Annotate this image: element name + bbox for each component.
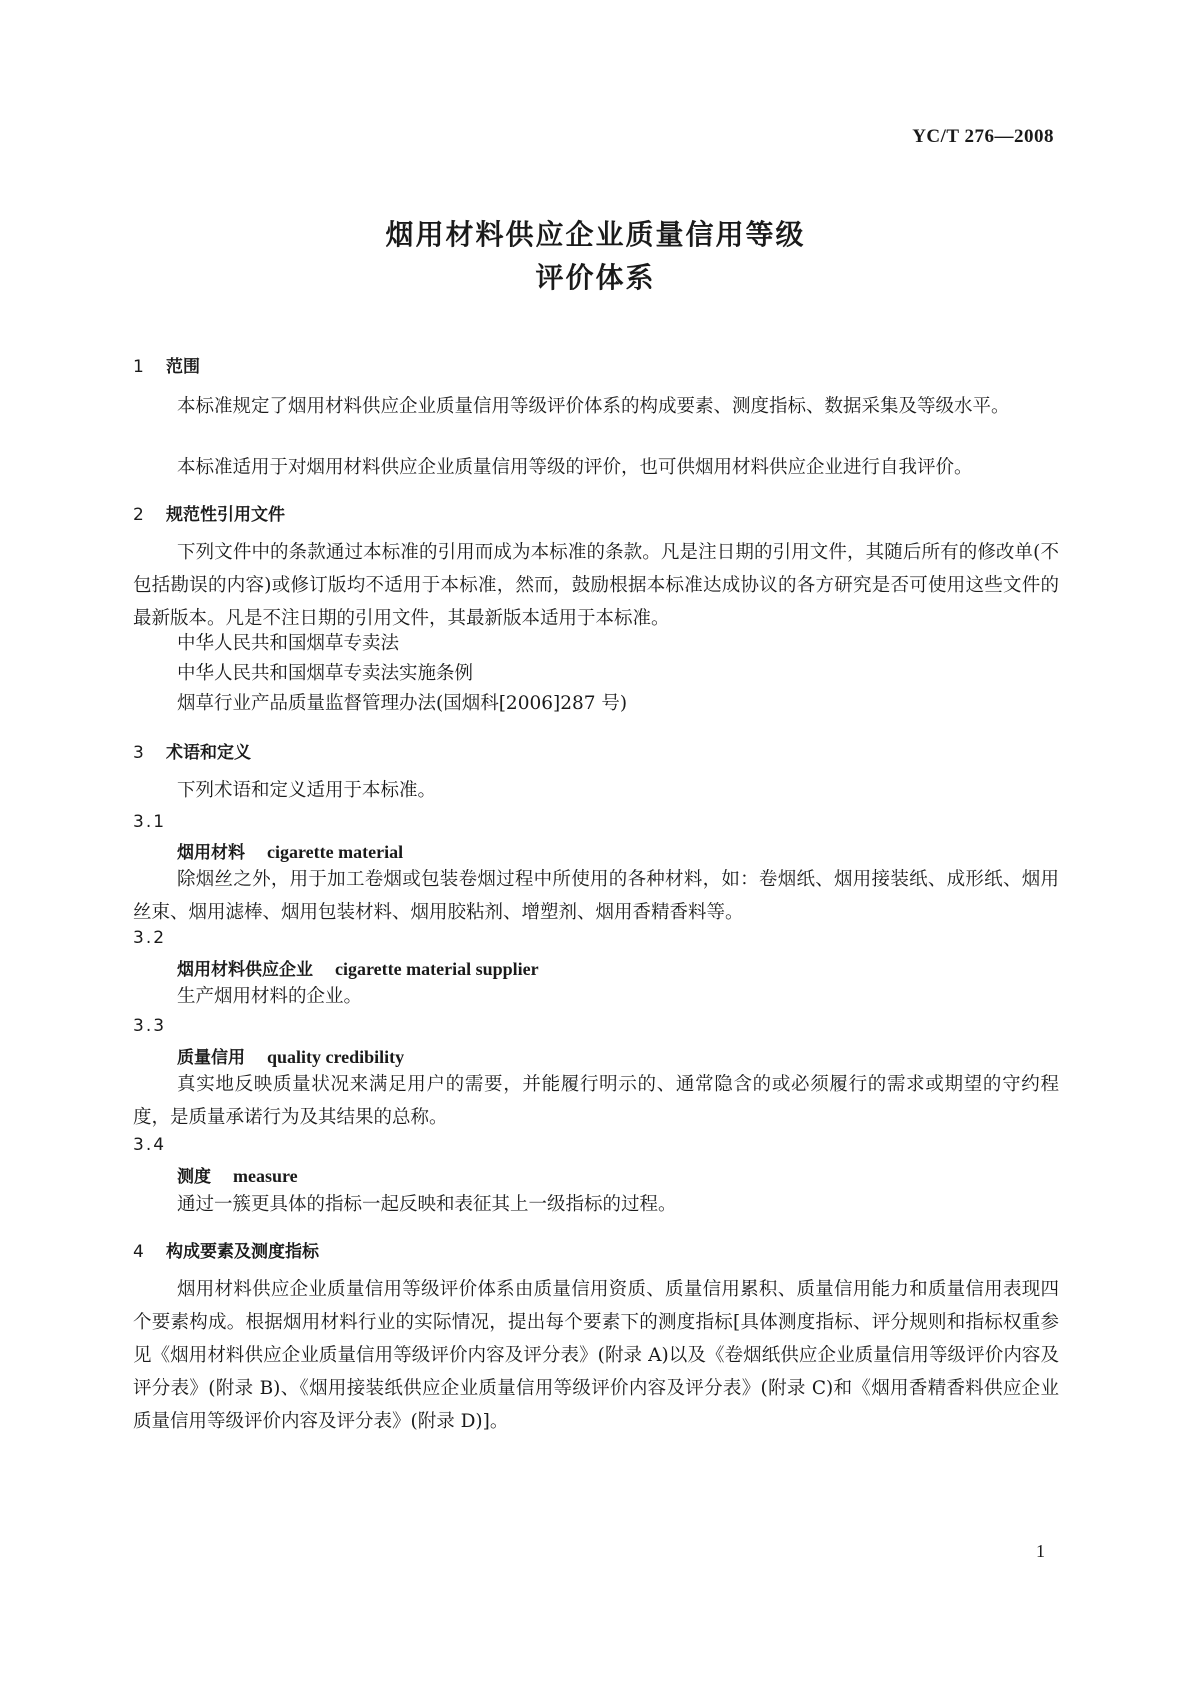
section-2-paragraph-1: 下列文件中的条款通过本标准的引用而成为本标准的条款。凡是注日期的引用文件，其随后所有的修改单(不包括勘误的内容)或修订版均不适用于本标准，然而，鼓励根据本标准达成协议的各方研究是否可使用这些文件的最新版本。凡是不注日期的引用文件，其最新版本适用于本标准。 [133,542,1059,629]
section-1-paragraph-2: 本标准适用于对烟用材料供应企业质量信用等级的评价，也可供烟用材料供应企业进行自我评价。 [177,457,973,478]
term-definition: 通过一簇更具体的指标一起反映和表征其上一级指标的过程。 [177,1194,677,1215]
term-definition: 真实地反映质量状况来满足用户的需要，并能履行明示的、通常隐含的或必须履行的需求或期望的守约程度，是质量承诺行为及其结果的总称。 [133,1074,1059,1128]
term-number: 3.2 [133,928,167,948]
section-4-paragraph-1: 烟用材料供应企业质量信用等级评价体系由质量信用资质、质量信用累积、质量信用能力和质量信用表现四个要素构成。根据烟用材料行业的实际情况，提出每个要素下的测度指标[具体测度指标、评分规则和指标权重参见《烟用材料供应企业质量信用等级评价内容及评分表》(附录 A)以及《卷烟纸供应企业质量信用等级评价内容及评分表》(附录 B)、《烟用接装纸供应企业质量信用等级评价内容及评分表》(附录 C)和《烟用香精香料供应企业质量信用等级评价内容及评分表》(附录 D)]。 [133,1279,1059,1432]
term-definition: 除烟丝之外，用于加工卷烟或包装卷烟过程中所使用的各种材料，如：卷烟纸、烟用接装纸、成形纸、烟用丝束、烟用滤棒、烟用包装材料、烟用胶粘剂、增塑剂、烟用香精香料等。 [133,869,1059,923]
document-title-line1: 烟用材料供应企业质量信用等级 [385,218,806,251]
section-heading-2: 2 规范性引用文件 [133,505,285,525]
page-number: 1 [1036,1541,1045,1561]
standard-code: YC/T 276—2008 [912,126,1054,147]
reference-item: 中华人民共和国烟草专卖法实施条例 [177,663,474,684]
reference-item: 中华人民共和国烟草专卖法 [177,633,400,654]
section-heading-1: 1 范围 [133,357,200,377]
section-heading-4: 4 构成要素及测度指标 [133,1242,319,1262]
term-definition: 生产烟用材料的企业。 [177,986,363,1007]
term-heading: 测度 measure [177,1166,298,1187]
term-heading: 烟用材料 cigarette material [177,842,404,863]
section-3-paragraph-1: 下列术语和定义适用于本标准。 [177,780,437,801]
reference-item: 烟草行业产品质量监督管理办法(国烟科[2006]287 号) [177,693,628,714]
section-1-paragraph-1: 本标准规定了烟用材料供应企业质量信用等级评价体系的构成要素、测度指标、数据采集及等级水平。 [177,396,1010,417]
document-title-line2: 评价体系 [535,261,656,294]
term-heading: 烟用材料供应企业 cigarette material supplier [177,959,539,980]
section-heading-3: 3 术语和定义 [133,743,251,763]
term-number: 3.4 [133,1135,167,1155]
term-number: 3.1 [133,812,167,832]
term-heading: 质量信用 quality credibility [177,1047,405,1068]
term-number: 3.3 [133,1016,167,1036]
